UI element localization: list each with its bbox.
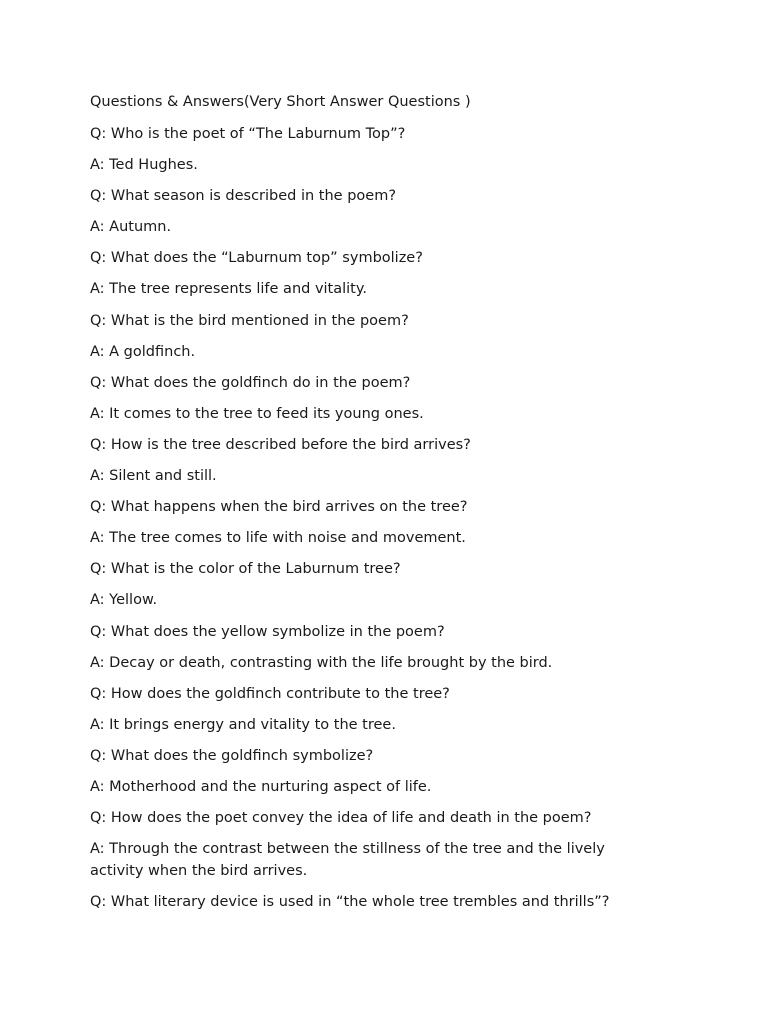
answer-line: A: Decay or death, contrasting with the life brought by the bird. xyxy=(90,654,553,671)
question-line: Q: What is the bird mentioned in the poem? xyxy=(90,312,409,329)
answer-line: A: A goldfinch. xyxy=(90,343,196,360)
question-line: Q: What does the “Laburnum top” symbolize? xyxy=(90,250,423,267)
qa-list xyxy=(90,123,650,913)
answer-line: A: Autumn. xyxy=(90,219,172,236)
question-line: Q: Who is the poet of “The Laburnum Top”? xyxy=(90,126,406,142)
document-title: Questions & Answers(Very Short Answer Questions ) xyxy=(90,94,471,110)
question-line: Q: What season is described in the poem? xyxy=(90,188,397,205)
question-line: Q: What does the goldfinch symbolize? xyxy=(90,747,374,764)
answer-line: A: Ted Hughes. xyxy=(90,157,198,174)
question-line: Q: What does the yellow symbolize in the poem? xyxy=(90,623,445,640)
question-line: Q: How does the poet convey the idea of life and death in the poem? xyxy=(90,810,592,827)
question-line: Q: How is the tree described before the bird arrives? xyxy=(90,436,471,453)
answer-line: A: It comes to the tree to feed its young ones. xyxy=(90,405,424,422)
document-page xyxy=(90,92,650,922)
question-line: Q: What does the goldfinch do in the poem? xyxy=(90,374,411,391)
answer-line: A: Motherhood and the nurturing aspect of life. xyxy=(90,778,432,795)
answer-line: A: Silent and still. xyxy=(90,468,217,485)
question-line: Q: What happens when the bird arrives on the tree? xyxy=(90,499,468,516)
answer-line: A: Through the contrast between the stillness of the tree and the lively activity when the bird arrives. xyxy=(90,841,605,880)
answer-line: A: It brings energy and vitality to the tree. xyxy=(90,716,396,733)
answer-line: A: Yellow. xyxy=(90,592,158,609)
answer-line: A: The tree comes to life with noise and movement. xyxy=(90,530,466,547)
question-line: Q: How does the goldfinch contribute to the tree? xyxy=(90,685,450,702)
question-line: Q: What literary device is used in “the whole tree trembles and thrills”? xyxy=(90,894,610,911)
answer-line: A: The tree represents life and vitality. xyxy=(90,281,367,298)
question-line: Q: What is the color of the Laburnum tree? xyxy=(90,561,401,578)
